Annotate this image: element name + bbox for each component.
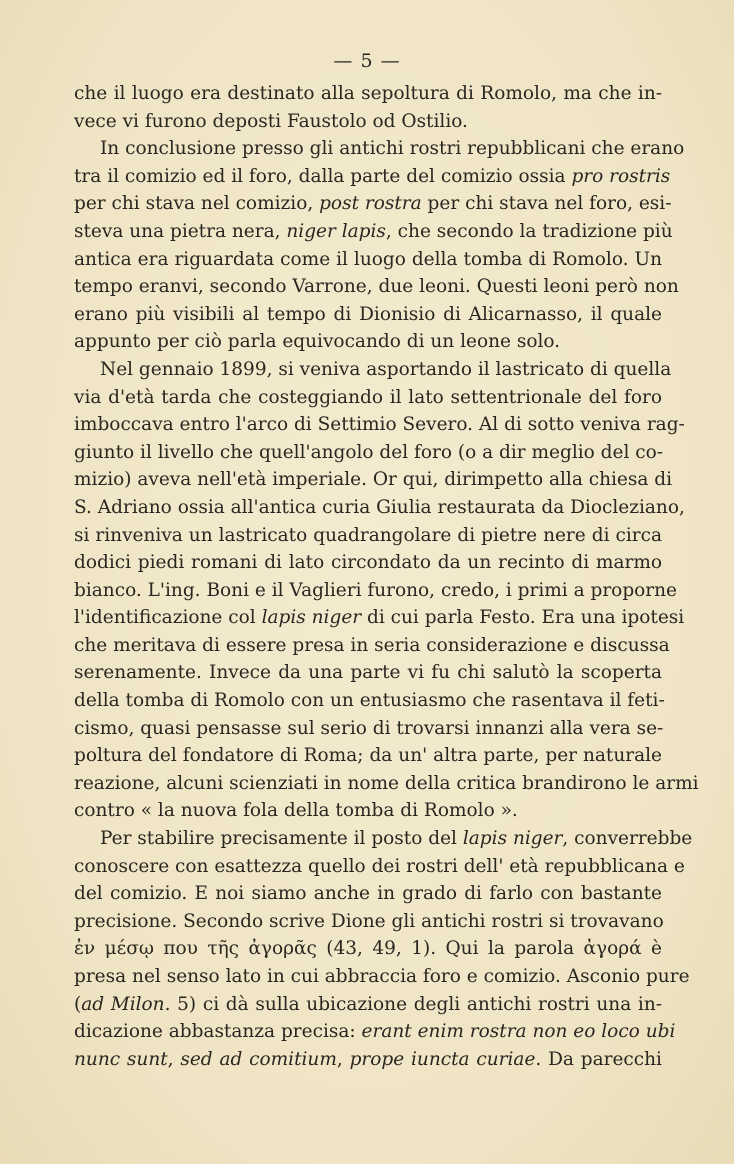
text-line: cismo, quasi pensasse sul serio di trovarsi innanzi alla vera se- [74,717,664,739]
italic-text: pro rostris [571,165,671,187]
text-line: antica era riguardata come il luogo della tomba di Romolo. Un [74,248,662,270]
text-line [74,1046,662,1074]
text-line: ἐν μέσῳ που τῆς ἀγορᾶς (43, 49, 1). Qui la parola ἀγορά è [74,938,662,960]
italic-text: post rostra [319,193,422,215]
text-segment: , [336,1048,350,1070]
text-segment: l'identificazione col [74,607,262,629]
italic-text: nunc sunt [74,1048,168,1070]
text-segment: di cui parla Festo. Era una ipotesi [361,607,685,629]
text-line: poltura del fondatore di Roma; da un' altra parte, per naturale [74,745,662,767]
text-line: della tomba di Romolo con un entusiasmo che rasentava il feti- [74,690,665,712]
text-segment: per chi stava nel foro, esi- [421,193,672,215]
text-segment: per chi stava nel comizio, [74,193,320,215]
text-segment: ( [74,993,82,1015]
page-number: — 5 — [333,50,401,72]
italic-text: erant enim rostra non eo loco ubi [361,1021,676,1043]
text-line: In conclusione presso gli antichi rostri repubblicani che erano [100,138,685,160]
text-line [74,991,662,1019]
text-line [74,163,671,191]
text-line: erano più visibili al tempo di Dionisio di Alicarnasso, il quale [74,303,662,325]
text-segment: steva una pietra nera, [74,220,287,242]
text-line: serenamente. Invece da una parte vi fu chi salutò la scoperta [74,662,662,684]
text-segment: , [167,1048,181,1070]
italic-text: lapis niger [261,607,362,629]
text-line: che il luogo era destinato alla sepoltura di Romolo, ma che in- [74,83,662,104]
text-line: del comizio. E noi siamo anche in grado di farlo con bastante [74,883,662,905]
text-line: mizio) aveva nell'età imperiale. Or qui, dirimpetto alla chiesa di [74,469,673,491]
text-segment: Per stabilire precisamente il posto del [100,828,463,850]
text-line: giunto il livello che quell'angolo del foro (o a dir meglio del co- [74,441,664,463]
text-segment: dicazione abbastanza precisa: [74,1021,362,1043]
text-line: bianco. L'ing. Boni e il Vaglieri furono, credo, i primi a proporne [74,579,678,601]
text-line: presa nel senso lato in cui abbraccia foro e comizio. Asconio pure [74,966,690,987]
text-line: via d'età tarda che costeggiando il lato settentrionale del foro [74,386,662,408]
text-line [74,604,685,632]
text-line: conoscere con esattezza quello dei rostri dell' età repubblicana e [74,855,685,877]
text-line: appunto per ciò parla equivocando di un leone solo. [74,331,561,353]
text-line [74,825,693,853]
text-line [74,190,672,218]
text-line: che meritava di essere presa in seria considerazione e discussa [74,634,670,656]
text-line [74,1018,676,1046]
text-segment: . Da parecchi [535,1048,662,1070]
text-segment: 5) ci dà sulla ubicazione degli antichi rostri una in- [170,993,662,1015]
text-line: Nel gennaio 1899, si veniva asportando il lastricato di quella [100,358,672,380]
text-line: si rinveniva un lastricato quadrangolare di pietre nere di circa [74,524,662,546]
italic-text: niger lapis [286,220,386,242]
text-line: S. Adriano ossia all'antica curia Giulia restaurata da Diocleziano, [74,496,685,518]
text-line: vece vi furono deposti Faustolo od Ostilio. [74,110,468,132]
italic-text: lapis niger [462,828,563,850]
text-line: contro « la nuova fola della tomba di Romolo ». [74,800,518,822]
text-line: precisione. Secondo scrive Dione gli antichi rostri si trovavano [74,910,664,932]
text-line: reazione, alcuni scienziati in nome della critica brandirono le armi [74,772,699,794]
text-line: dodici piedi romani di lato circondato da un recinto di marmo [74,552,662,574]
italic-text: prope iuncta curiae [349,1048,536,1070]
text-line [74,218,673,246]
italic-text: ad Milon. [81,993,171,1015]
italic-text: sed ad comitium [180,1048,337,1070]
text-segment: , converrebbe [562,828,693,850]
text-line: tempo eranvi, secondo Varrone, due leoni. Questi leoni però non [74,276,679,298]
text-line: imboccava entro l'arco di Settimio Severo. Al di sotto veniva rag- [74,414,685,436]
text-segment: tra il comizio ed il foro, dalla parte del comizio ossia [74,165,572,187]
text-segment: , che secondo la tradizione più [385,220,673,242]
body-text [74,80,699,1073]
